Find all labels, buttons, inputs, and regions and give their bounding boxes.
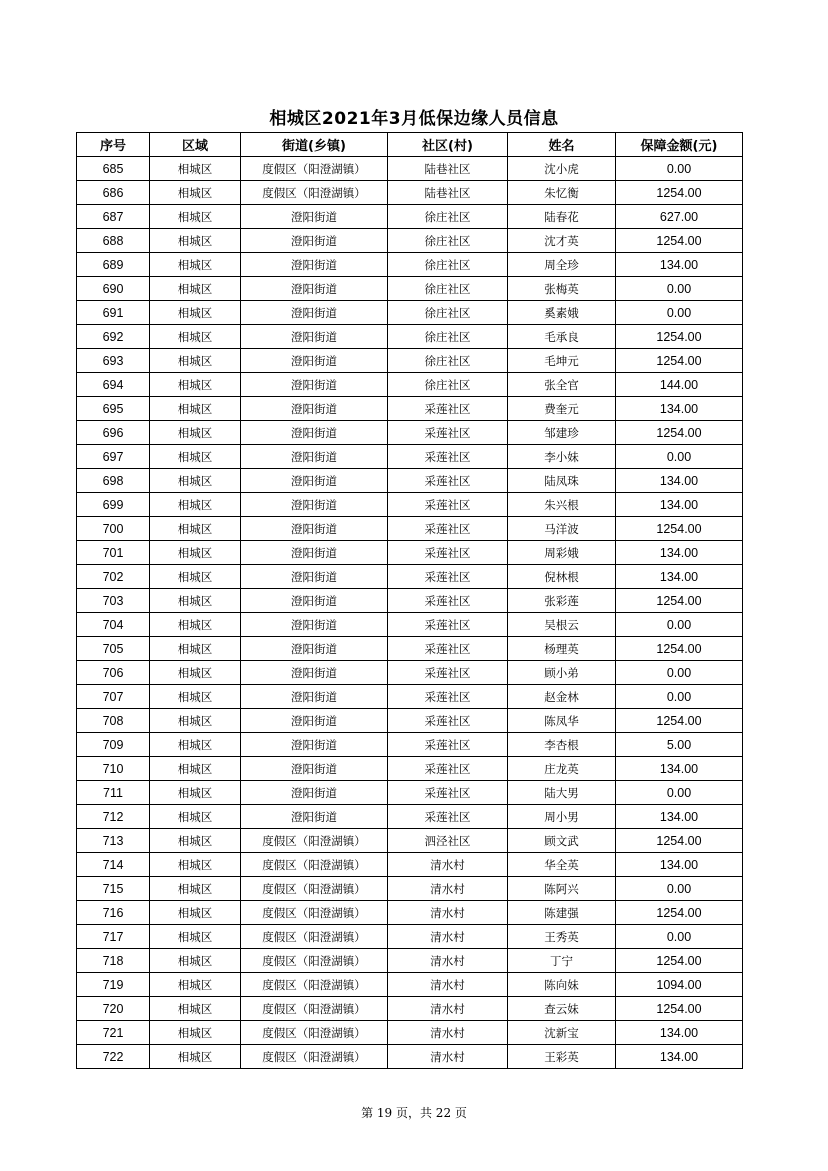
cell-street: 澄阳街道: [241, 277, 388, 301]
cell-name: 丁宁: [508, 949, 616, 973]
cell-index: 721: [77, 1021, 150, 1045]
table-row: [77, 205, 743, 229]
cell-amount: 1254.00: [616, 949, 743, 973]
cell-district: 相城区: [150, 397, 241, 421]
table-row: [77, 901, 743, 925]
cell-street: 澄阳街道: [241, 805, 388, 829]
table-row: [77, 229, 743, 253]
header-district: 区域: [150, 133, 241, 157]
cell-name: 王秀英: [508, 925, 616, 949]
table-row: [77, 709, 743, 733]
cell-district: 相城区: [150, 637, 241, 661]
cell-name: 沈新宝: [508, 1021, 616, 1045]
cell-district: 相城区: [150, 325, 241, 349]
cell-district: 相城区: [150, 469, 241, 493]
cell-street: 澄阳街道: [241, 205, 388, 229]
cell-amount: 1254.00: [616, 229, 743, 253]
cell-community: 采莲社区: [388, 589, 508, 613]
cell-amount: 134.00: [616, 1021, 743, 1045]
cell-name: 沈小虎: [508, 157, 616, 181]
cell-amount: 134.00: [616, 1045, 743, 1069]
cell-community: 泗泾社区: [388, 829, 508, 853]
cell-community: 清水村: [388, 925, 508, 949]
cell-amount: 627.00: [616, 205, 743, 229]
cell-community: 徐庄社区: [388, 229, 508, 253]
cell-district: 相城区: [150, 541, 241, 565]
cell-index: 714: [77, 853, 150, 877]
cell-amount: 0.00: [616, 661, 743, 685]
cell-street: 澄阳街道: [241, 757, 388, 781]
cell-name: 陈凤华: [508, 709, 616, 733]
cell-district: 相城区: [150, 781, 241, 805]
cell-amount: 0.00: [616, 925, 743, 949]
table-row: [77, 517, 743, 541]
table-row: [77, 637, 743, 661]
cell-community: 采莲社区: [388, 661, 508, 685]
cell-community: 陆巷社区: [388, 181, 508, 205]
cell-amount: 134.00: [616, 565, 743, 589]
cell-index: 691: [77, 301, 150, 325]
cell-name: 张梅英: [508, 277, 616, 301]
table-row: [77, 613, 743, 637]
cell-community: 采莲社区: [388, 757, 508, 781]
cell-index: 699: [77, 493, 150, 517]
cell-name: 奚素娥: [508, 301, 616, 325]
cell-street: 澄阳街道: [241, 613, 388, 637]
cell-street: 澄阳街道: [241, 469, 388, 493]
cell-street: 度假区（阳澄湖镇）: [241, 853, 388, 877]
cell-street: 澄阳街道: [241, 445, 388, 469]
cell-amount: 1094.00: [616, 973, 743, 997]
cell-name: 沈才英: [508, 229, 616, 253]
cell-district: 相城区: [150, 613, 241, 637]
cell-district: 相城区: [150, 181, 241, 205]
cell-index: 696: [77, 421, 150, 445]
cell-district: 相城区: [150, 253, 241, 277]
cell-street: 澄阳街道: [241, 733, 388, 757]
cell-name: 赵金林: [508, 685, 616, 709]
cell-name: 周小男: [508, 805, 616, 829]
cell-street: 度假区（阳澄湖镇）: [241, 829, 388, 853]
cell-street: 澄阳街道: [241, 565, 388, 589]
cell-index: 686: [77, 181, 150, 205]
cell-street: 澄阳街道: [241, 253, 388, 277]
cell-index: 716: [77, 901, 150, 925]
table-row: [77, 373, 743, 397]
table-row: [77, 973, 743, 997]
cell-street: 澄阳街道: [241, 373, 388, 397]
cell-community: 徐庄社区: [388, 205, 508, 229]
cell-name: 毛坤元: [508, 349, 616, 373]
cell-amount: 134.00: [616, 397, 743, 421]
cell-index: 697: [77, 445, 150, 469]
cell-name: 周全珍: [508, 253, 616, 277]
cell-community: 清水村: [388, 853, 508, 877]
cell-community: 徐庄社区: [388, 349, 508, 373]
cell-district: 相城区: [150, 709, 241, 733]
cell-index: 688: [77, 229, 150, 253]
cell-amount: 1254.00: [616, 325, 743, 349]
cell-community: 徐庄社区: [388, 373, 508, 397]
cell-district: 相城区: [150, 565, 241, 589]
cell-community: 清水村: [388, 949, 508, 973]
cell-street: 度假区（阳澄湖镇）: [241, 877, 388, 901]
cell-street: 澄阳街道: [241, 493, 388, 517]
cell-district: 相城区: [150, 997, 241, 1021]
cell-amount: 0.00: [616, 445, 743, 469]
cell-index: 690: [77, 277, 150, 301]
cell-street: 澄阳街道: [241, 421, 388, 445]
cell-index: 707: [77, 685, 150, 709]
table-row: [77, 469, 743, 493]
cell-district: 相城区: [150, 901, 241, 925]
cell-street: 澄阳街道: [241, 589, 388, 613]
cell-street: 澄阳街道: [241, 541, 388, 565]
cell-street: 澄阳街道: [241, 325, 388, 349]
cell-community: 采莲社区: [388, 565, 508, 589]
cell-district: 相城区: [150, 421, 241, 445]
cell-name: 朱忆衡: [508, 181, 616, 205]
cell-district: 相城区: [150, 349, 241, 373]
cell-community: 采莲社区: [388, 517, 508, 541]
table-row: [77, 445, 743, 469]
cell-amount: 1254.00: [616, 901, 743, 925]
cell-index: 693: [77, 349, 150, 373]
cell-district: 相城区: [150, 229, 241, 253]
cell-index: 704: [77, 613, 150, 637]
cell-name: 张全官: [508, 373, 616, 397]
cell-district: 相城区: [150, 157, 241, 181]
cell-district: 相城区: [150, 853, 241, 877]
cell-community: 清水村: [388, 877, 508, 901]
cell-community: 采莲社区: [388, 637, 508, 661]
cell-district: 相城区: [150, 373, 241, 397]
cell-amount: 0.00: [616, 613, 743, 637]
cell-amount: 134.00: [616, 493, 743, 517]
cell-street: 度假区（阳澄湖镇）: [241, 973, 388, 997]
cell-index: 689: [77, 253, 150, 277]
cell-index: 719: [77, 973, 150, 997]
cell-name: 陆春花: [508, 205, 616, 229]
cell-index: 708: [77, 709, 150, 733]
cell-community: 徐庄社区: [388, 301, 508, 325]
cell-name: 庄龙英: [508, 757, 616, 781]
table-row: [77, 181, 743, 205]
table-header-row: [77, 133, 743, 157]
cell-amount: 134.00: [616, 853, 743, 877]
cell-amount: 1254.00: [616, 997, 743, 1021]
cell-district: 相城区: [150, 301, 241, 325]
cell-amount: 5.00: [616, 733, 743, 757]
cell-index: 694: [77, 373, 150, 397]
cell-name: 周彩娥: [508, 541, 616, 565]
cell-community: 采莲社区: [388, 733, 508, 757]
header-amount: 保障金额(元): [616, 133, 743, 157]
table-row: [77, 493, 743, 517]
cell-name: 吴根云: [508, 613, 616, 637]
cell-amount: 0.00: [616, 301, 743, 325]
cell-index: 687: [77, 205, 150, 229]
cell-district: 相城区: [150, 805, 241, 829]
cell-name: 毛承良: [508, 325, 616, 349]
cell-street: 澄阳街道: [241, 709, 388, 733]
cell-index: 710: [77, 757, 150, 781]
cell-district: 相城区: [150, 949, 241, 973]
cell-community: 徐庄社区: [388, 253, 508, 277]
cell-street: 澄阳街道: [241, 637, 388, 661]
cell-street: 澄阳街道: [241, 229, 388, 253]
cell-amount: 0.00: [616, 157, 743, 181]
cell-name: 华全英: [508, 853, 616, 877]
cell-amount: 1254.00: [616, 829, 743, 853]
cell-community: 采莲社区: [388, 445, 508, 469]
table-row: [77, 829, 743, 853]
cell-amount: 1254.00: [616, 517, 743, 541]
cell-district: 相城区: [150, 973, 241, 997]
cell-street: 度假区（阳澄湖镇）: [241, 1021, 388, 1045]
cell-district: 相城区: [150, 589, 241, 613]
cell-name: 王彩英: [508, 1045, 616, 1069]
cell-amount: 134.00: [616, 541, 743, 565]
cell-district: 相城区: [150, 757, 241, 781]
cell-community: 清水村: [388, 901, 508, 925]
cell-district: 相城区: [150, 277, 241, 301]
cell-street: 澄阳街道: [241, 661, 388, 685]
cell-community: 徐庄社区: [388, 325, 508, 349]
cell-community: 采莲社区: [388, 685, 508, 709]
cell-street: 度假区（阳澄湖镇）: [241, 1045, 388, 1069]
table-row: [77, 997, 743, 1021]
cell-amount: 0.00: [616, 685, 743, 709]
cell-community: 采莲社区: [388, 709, 508, 733]
header-name: 姓名: [508, 133, 616, 157]
cell-name: 陈向妹: [508, 973, 616, 997]
header-community: 社区(村): [388, 133, 508, 157]
cell-name: 倪林根: [508, 565, 616, 589]
cell-community: 清水村: [388, 973, 508, 997]
cell-street: 澄阳街道: [241, 781, 388, 805]
cell-index: 709: [77, 733, 150, 757]
cell-community: 清水村: [388, 997, 508, 1021]
cell-name: 朱兴根: [508, 493, 616, 517]
table-row: [77, 589, 743, 613]
cell-district: 相城区: [150, 925, 241, 949]
cell-name: 陆凤珠: [508, 469, 616, 493]
cell-street: 度假区（阳澄湖镇）: [241, 181, 388, 205]
cell-community: 采莲社区: [388, 781, 508, 805]
cell-community: 陆巷社区: [388, 157, 508, 181]
cell-amount: 1254.00: [616, 637, 743, 661]
cell-amount: 134.00: [616, 805, 743, 829]
page-title: 相城区2021年3月低保边缘人员信息: [269, 109, 559, 129]
table-row: [77, 253, 743, 277]
cell-index: 717: [77, 925, 150, 949]
cell-amount: 0.00: [616, 877, 743, 901]
table-row: [77, 349, 743, 373]
cell-name: 顾文武: [508, 829, 616, 853]
cell-index: 700: [77, 517, 150, 541]
cell-district: 相城区: [150, 1021, 241, 1045]
cell-amount: 0.00: [616, 277, 743, 301]
cell-name: 杨理英: [508, 637, 616, 661]
table-row: [77, 565, 743, 589]
table-row: [77, 757, 743, 781]
cell-street: 澄阳街道: [241, 517, 388, 541]
table-row: [77, 421, 743, 445]
cell-name: 查云妹: [508, 997, 616, 1021]
cell-amount: 134.00: [616, 757, 743, 781]
cell-street: 澄阳街道: [241, 349, 388, 373]
header-street: 街道(乡镇): [241, 133, 388, 157]
table-row: [77, 805, 743, 829]
table-row: [77, 853, 743, 877]
table-row: [77, 397, 743, 421]
cell-community: 采莲社区: [388, 805, 508, 829]
page-footer: 第 19 页，共 22 页: [361, 1106, 467, 1120]
cell-district: 相城区: [150, 205, 241, 229]
data-table: [76, 132, 743, 1069]
cell-index: 685: [77, 157, 150, 181]
table-row: [77, 541, 743, 565]
cell-street: 澄阳街道: [241, 685, 388, 709]
table-row: [77, 325, 743, 349]
cell-index: 706: [77, 661, 150, 685]
cell-amount: 1254.00: [616, 709, 743, 733]
cell-street: 度假区（阳澄湖镇）: [241, 997, 388, 1021]
cell-street: 度假区（阳澄湖镇）: [241, 157, 388, 181]
cell-community: 采莲社区: [388, 397, 508, 421]
cell-street: 澄阳街道: [241, 397, 388, 421]
table-row: [77, 949, 743, 973]
cell-amount: 134.00: [616, 253, 743, 277]
table-row: [77, 157, 743, 181]
cell-amount: 0.00: [616, 781, 743, 805]
cell-name: 邹建珍: [508, 421, 616, 445]
cell-index: 712: [77, 805, 150, 829]
cell-district: 相城区: [150, 517, 241, 541]
cell-street: 度假区（阳澄湖镇）: [241, 925, 388, 949]
cell-community: 采莲社区: [388, 493, 508, 517]
cell-index: 715: [77, 877, 150, 901]
cell-index: 718: [77, 949, 150, 973]
cell-name: 马洋波: [508, 517, 616, 541]
cell-index: 701: [77, 541, 150, 565]
table-row: [77, 277, 743, 301]
table-row: [77, 733, 743, 757]
cell-name: 陈阿兴: [508, 877, 616, 901]
cell-amount: 144.00: [616, 373, 743, 397]
cell-index: 698: [77, 469, 150, 493]
cell-district: 相城区: [150, 877, 241, 901]
cell-district: 相城区: [150, 445, 241, 469]
cell-community: 清水村: [388, 1021, 508, 1045]
cell-name: 顾小弟: [508, 661, 616, 685]
cell-community: 清水村: [388, 1045, 508, 1069]
cell-district: 相城区: [150, 1045, 241, 1069]
cell-name: 陆大男: [508, 781, 616, 805]
cell-community: 采莲社区: [388, 613, 508, 637]
cell-community: 徐庄社区: [388, 277, 508, 301]
cell-index: 705: [77, 637, 150, 661]
cell-index: 711: [77, 781, 150, 805]
table-row: [77, 1021, 743, 1045]
cell-index: 720: [77, 997, 150, 1021]
table-body: [77, 157, 743, 1069]
cell-district: 相城区: [150, 661, 241, 685]
table-row: [77, 781, 743, 805]
cell-index: 703: [77, 589, 150, 613]
cell-community: 采莲社区: [388, 541, 508, 565]
table-row: [77, 1045, 743, 1069]
cell-name: 李小妹: [508, 445, 616, 469]
cell-index: 692: [77, 325, 150, 349]
table-row: [77, 685, 743, 709]
table-row: [77, 661, 743, 685]
cell-community: 采莲社区: [388, 421, 508, 445]
cell-district: 相城区: [150, 733, 241, 757]
table-row: [77, 301, 743, 325]
table-row: [77, 877, 743, 901]
cell-amount: 1254.00: [616, 589, 743, 613]
cell-district: 相城区: [150, 829, 241, 853]
cell-amount: 134.00: [616, 469, 743, 493]
cell-index: 713: [77, 829, 150, 853]
cell-amount: 1254.00: [616, 181, 743, 205]
cell-amount: 1254.00: [616, 349, 743, 373]
cell-street: 澄阳街道: [241, 301, 388, 325]
cell-name: 张彩莲: [508, 589, 616, 613]
header-index: 序号: [77, 133, 150, 157]
cell-district: 相城区: [150, 685, 241, 709]
cell-index: 722: [77, 1045, 150, 1069]
cell-amount: 1254.00: [616, 421, 743, 445]
cell-community: 采莲社区: [388, 469, 508, 493]
cell-district: 相城区: [150, 493, 241, 517]
cell-name: 费奎元: [508, 397, 616, 421]
table-row: [77, 925, 743, 949]
cell-name: 陈建强: [508, 901, 616, 925]
cell-index: 695: [77, 397, 150, 421]
cell-name: 李杏根: [508, 733, 616, 757]
cell-street: 度假区（阳澄湖镇）: [241, 949, 388, 973]
cell-street: 度假区（阳澄湖镇）: [241, 901, 388, 925]
cell-index: 702: [77, 565, 150, 589]
